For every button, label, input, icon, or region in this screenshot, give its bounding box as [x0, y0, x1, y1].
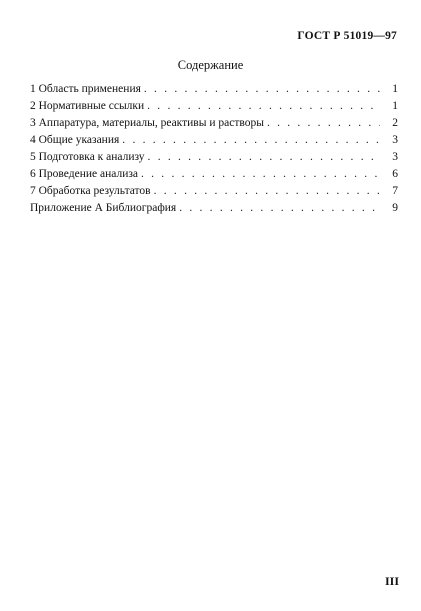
toc-entry-label: 5 Подготовка к анализу — [30, 151, 145, 163]
toc-entry-analysis — [30, 168, 398, 185]
toc-entry-page: 1 — [392, 100, 398, 112]
toc-entry-results-processing — [30, 185, 398, 202]
toc-dot-leader — [179, 202, 380, 214]
toc-entry-label: 4 Общие указания — [30, 134, 120, 146]
toc-entry-scope — [30, 83, 398, 100]
toc-dot-leader — [141, 168, 380, 180]
toc-entry-page: 3 — [392, 134, 398, 146]
toc-entry-page: 2 — [392, 117, 398, 129]
toc-entry-label: 6 Проведение анализа — [30, 168, 138, 180]
toc-entry-label: 3 Аппаратура, материалы, реактивы и растворы — [30, 117, 264, 129]
header-standard-code: ГОСТ Р 51019—97 — [297, 30, 397, 42]
toc-entry-page: 1 — [392, 83, 398, 95]
toc-dot-leader — [154, 185, 380, 197]
toc-dot-leader — [267, 117, 380, 129]
toc-entry-normative-references — [30, 100, 398, 117]
toc-entry-label: 2 Нормативные ссылки — [30, 100, 145, 112]
toc-entry-preparation — [30, 151, 398, 168]
toc-entry-label: Приложение А Библиография — [30, 202, 177, 214]
toc-dot-leader — [148, 151, 380, 163]
toc-dot-leader — [144, 83, 380, 95]
toc-dot-leader — [122, 134, 380, 146]
toc-entry-apparatus — [30, 117, 398, 134]
toc-entry-appendix-bibliography — [30, 202, 398, 219]
toc-entry-label: 1 Область применения — [30, 83, 141, 95]
toc-entry-page: 6 — [392, 168, 398, 180]
toc-entry-page: 7 — [392, 185, 398, 197]
toc-dot-leader — [147, 100, 380, 112]
toc-entry-general-instructions — [30, 134, 398, 151]
toc-entry-page: 3 — [392, 151, 398, 163]
page-number: III — [384, 574, 399, 588]
table-of-contents — [30, 83, 398, 219]
toc-title: Содержание — [177, 58, 244, 72]
toc-entry-label: 7 Обработка результатов — [30, 185, 151, 197]
toc-entry-page: 9 — [392, 202, 398, 214]
